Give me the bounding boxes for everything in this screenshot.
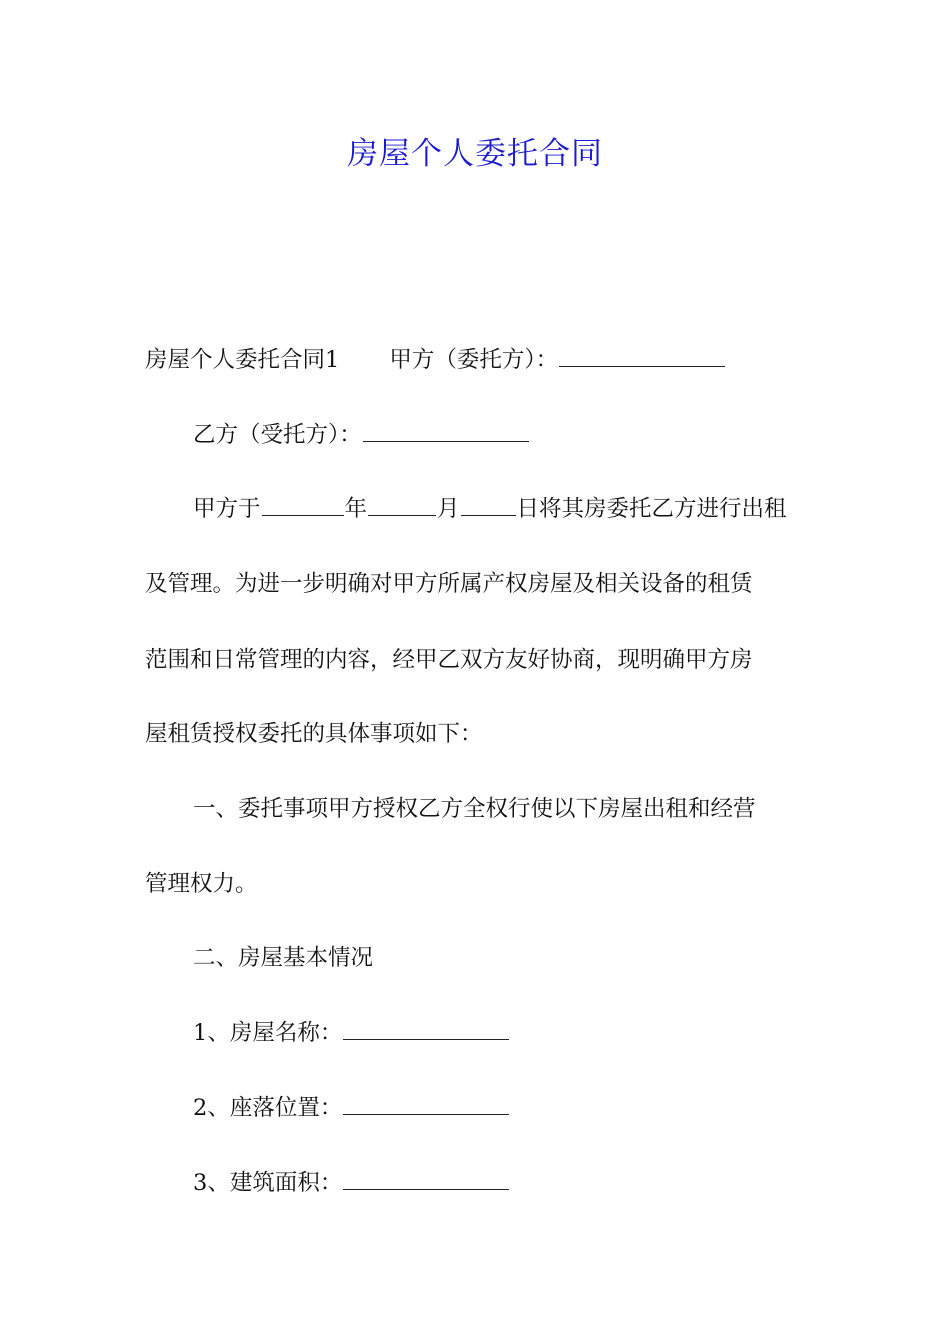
party-b-label: 乙方（受托方）： — [193, 422, 362, 448]
year-label: 年 — [344, 496, 368, 522]
day-blank — [461, 497, 516, 516]
paragraph-line: 屋租赁授权委托的具体事项如下： — [145, 721, 483, 747]
house-name-blank — [343, 1021, 509, 1040]
month-blank — [368, 497, 436, 516]
year-blank — [262, 497, 344, 516]
party-a-label: 甲方（委托方）： — [389, 347, 559, 373]
date-line — [193, 494, 863, 524]
area-label: 3、建筑面积： — [193, 1170, 343, 1196]
party-b-blank — [363, 423, 529, 442]
date-suffix: 日将其房委托乙方进行出租 — [516, 496, 787, 522]
month-label: 月 — [437, 496, 460, 522]
area-blank — [343, 1171, 509, 1190]
area-line — [193, 1168, 863, 1198]
section-two-heading: 二、房屋基本情况 — [193, 945, 374, 971]
house-name-label: 1、房屋名称： — [193, 1020, 343, 1046]
party-a-blank — [559, 348, 725, 367]
location-line — [193, 1093, 863, 1123]
house-name-line — [193, 1018, 863, 1048]
paragraph-line: 管理权力。 — [145, 871, 258, 897]
contract-subtitle: 房屋个人委托合同1 — [145, 347, 340, 373]
section-one-line: 一、委托事项甲方授权乙方全权行使以下房屋出租和经营 — [193, 796, 756, 822]
location-label: 2、座落位置： — [193, 1095, 343, 1121]
date-prefix: 甲方于 — [193, 496, 261, 522]
party-b-line — [193, 420, 863, 450]
contract-heading-line — [145, 345, 815, 375]
location-blank — [343, 1096, 509, 1115]
paragraph-line: 范围和日常管理的内容，经甲乙双方友好协商，现明确甲方房 — [145, 647, 753, 673]
page-title: 房屋个人委托合同 — [347, 136, 603, 172]
paragraph-line: 及管理。为进一步明确对甲方所属产权房屋及相关设备的租赁 — [145, 571, 753, 597]
